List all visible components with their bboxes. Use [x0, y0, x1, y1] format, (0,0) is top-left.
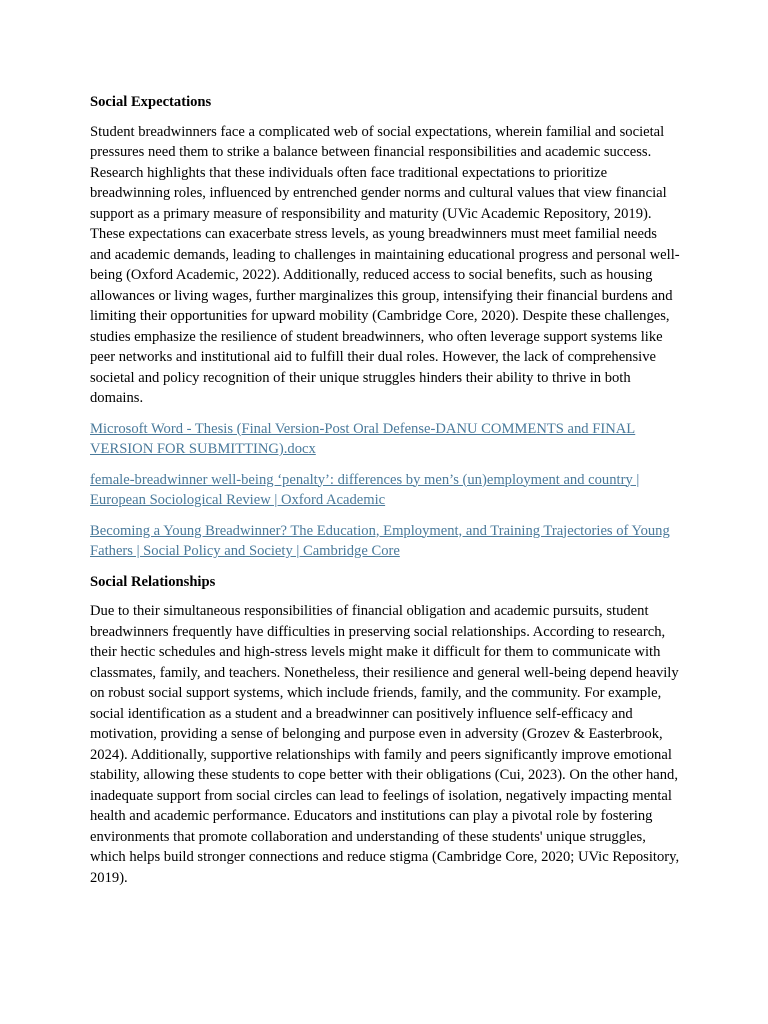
reference-link-oxford[interactable]: female-breadwinner well-being ‘penalty’: differences by men’s (un)employment and country | European Sociological Review | Oxford Academic: [90, 471, 640, 508]
reference-link-cambridge[interactable]: Becoming a Young Breadwinner? The Education, Employment, and Training Trajectories of Young Fathers | Social Policy and Society | Cambridge Core: [90, 522, 670, 559]
section-body-social-expectations: Student breadwinners face a complicated web of social expectations, wherein familial and societal pressures need them to strike a balance between financial responsibilities and academic success. Research highlights that these individuals often face traditional expectations to prioritize breadwinning roles, influenced by entrenched gender norms and cultural values that view financial support as a primary measure of responsibility and maturity (UVic Academic Repository, 2019). These expectations can exacerbate stress levels, as young breadwinners must meet familial needs and academic demands, leading to challenges in maintaining educational progress and personal well-being (Oxford Academic, 2022). Additionally, reduced access to social benefits, such as housing allowances or living wages, further marginalizes this group, intensifying their financial burdens and limiting their opportunities for upward mobility (Cambridge Core, 2020). Despite these challenges, studies emphasize the resilience of student breadwinners, who often leverage support systems like peer networks and institutional aid to fulfill their dual roles. However, the lack of comprehensive societal and policy recognition of their unique struggles hinders their ability to thrive in both domains.: [90, 123, 680, 406]
section-body-social-relationships: Due to their simultaneous responsibilities of financial obligation and academic pursuits, student breadwinners frequently have difficulties in preserving social relationships. According to research, their hectic schedules and high-stress levels might make it difficult for them to communicate with classmates, family, and teachers. Nonetheless, their resilience and general well-being depend heavily on robust social support systems, which include friends, family, and the community. For example, social identification as a student and a breadwinner can positively influence self-efficacy and motivation, providing a sense of belonging and purpose even in adversity (Grozev & Easterbrook, 2024). Additionally, supportive relationships with family and peers significantly improve emotional stability, allowing these students to cope better with their obligations (Cui, 2023). On the other hand, inadequate support from social circles can lead to feelings of isolation, negatively impacting mental health and academic performance. Educators and institutions can play a pivotal role by fostering environments that promote collaboration and understanding of these students' unique struggles, which helps build stronger connections and reduce stigma (Cambridge Core, 2020; UVic Repository, 2019).: [90, 603, 680, 886]
section-heading-social-expectations: Social Expectations: [90, 94, 212, 110]
reference-link-thesis[interactable]: Microsoft Word - Thesis (Final Version-Post Oral Defense-DANU COMMENTS and FINAL VERSION FOR SUBMITTING).docx: [90, 420, 636, 457]
section-heading-social-relationships: Social Relationships: [90, 573, 216, 590]
document-page: [90, 92, 680, 898]
